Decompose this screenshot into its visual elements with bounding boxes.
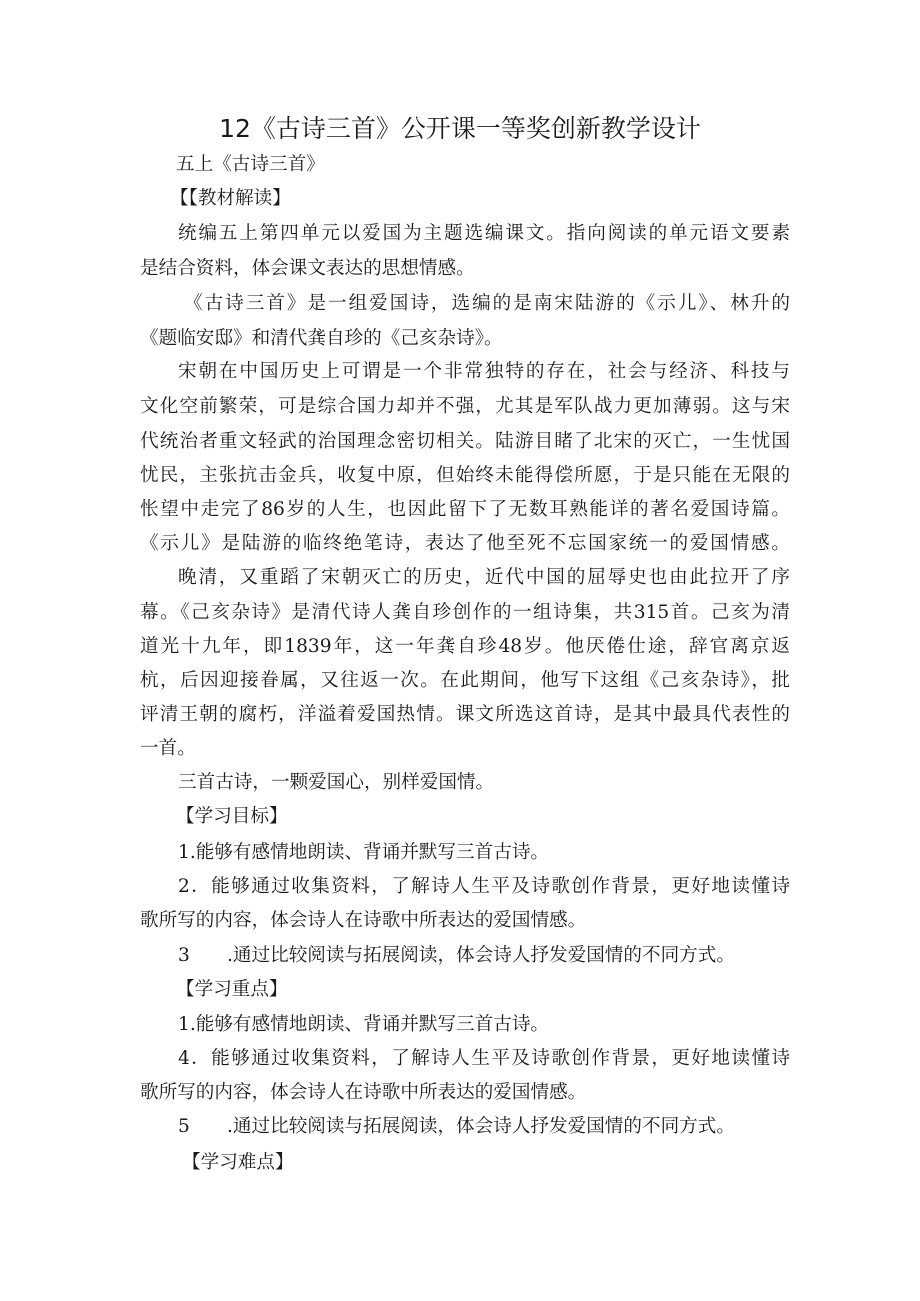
paragraph-line: 代统治者重文轻武的治国理念密切相关。陆游目睹了北宋的灭亡，一生忧国 bbox=[140, 431, 790, 452]
paragraph-line: 宋朝在中国历史上可谓是一个非常独特的存在，社会与经济、科技与 bbox=[178, 361, 790, 382]
paragraph-line: 《示儿》是陆游的临终绝笔诗，表达了他至死不忘国家统一的爱国情感。 bbox=[140, 533, 790, 554]
paragraph-line: 一首。 bbox=[140, 738, 196, 759]
paragraph-line: 三首古诗，一颗爱国心，别样爱国情。 bbox=[178, 772, 495, 793]
paragraph-line: 道光十九年，即1839年，这一年龚自珍48岁。他厌倦仕途，辞官离京返 bbox=[140, 636, 790, 657]
paragraph-line: 是结合资料，体会课文表达的思想情感。 bbox=[140, 258, 475, 279]
paragraph-line: 晚清，又重蹈了宋朝灭亡的历史，近代中国的屈辱史也由此拉开了序 bbox=[178, 567, 790, 588]
list-item: 歌所写的内容，体会诗人在诗歌中所表达的爱国情感。 bbox=[140, 1082, 587, 1103]
paragraph-line: 杭，后因迎接眷属，又往返一次。在此期间，他写下这组《己亥杂诗》，批 bbox=[140, 670, 790, 691]
paragraph-line: 幕。《己亥杂诗》是清代诗人龚自珍创作的一组诗集，共315首。己亥为清 bbox=[140, 602, 790, 623]
list-item: 1.能够有感情地朗读、背诵并默写三首古诗。 bbox=[178, 842, 550, 863]
section-heading-key: 【学习重点】 bbox=[176, 979, 288, 1000]
list-item: 1.能够有感情地朗读、背诵并默写三首古诗。 bbox=[178, 1014, 550, 1035]
paragraph-line: 文化空前繁荣，可是综合国力却并不强，尤其是军队战力更加薄弱。这与宋 bbox=[140, 396, 790, 417]
paragraph-line: 《古诗三首》是一组爱国诗，选编的是南宋陆游的《示儿》、林升的 bbox=[184, 293, 790, 314]
document-title: 12《古诗三首》公开课一等奖创新教学设计 bbox=[219, 114, 701, 143]
paragraph-line: 《题临安邸》和清代龚自珍的《己亥杂诗》。 bbox=[140, 328, 503, 349]
section-heading-reading: 【【教材解读】 bbox=[170, 188, 291, 209]
document-subtitle: 五上《古诗三首》 bbox=[176, 154, 325, 175]
section-heading-goals: 【学习目标】 bbox=[176, 806, 288, 827]
paragraph-line: 怅望中走完了86岁的人生，也因此留下了无数耳熟能详的著名爱国诗篇。 bbox=[140, 499, 790, 520]
list-item: 3 .通过比较阅读与拓展阅读，体会诗人抒发爱国情的不同方式。 bbox=[178, 945, 735, 966]
paragraph-line: 统编五上第四单元以爱国为主题选编课文。指向阅读的单元语文要素 bbox=[178, 223, 790, 244]
list-item: 2．能够通过收集资料，了解诗人生平及诗歌创作背景，更好地读懂诗 bbox=[178, 876, 790, 897]
list-item: 歌所写的内容，体会诗人在诗歌中所表达的爱国情感。 bbox=[140, 910, 587, 931]
paragraph-line: 评清王朝的腐朽，洋溢着爱国热情。课文所选这首诗，是其中最具代表性的 bbox=[140, 704, 790, 725]
section-heading-difficult: 【学习难点】 bbox=[182, 1152, 294, 1173]
list-item: 4．能够通过收集资料，了解诗人生平及诗歌创作背景，更好地读懂诗 bbox=[178, 1048, 790, 1069]
list-item: 5 .通过比较阅读与拓展阅读，体会诗人抒发爱国情的不同方式。 bbox=[178, 1116, 735, 1137]
paragraph-line: 忧民，主张抗击金兵，收复中原，但始终未能得偿所愿，于是只能在无限的 bbox=[140, 465, 790, 486]
